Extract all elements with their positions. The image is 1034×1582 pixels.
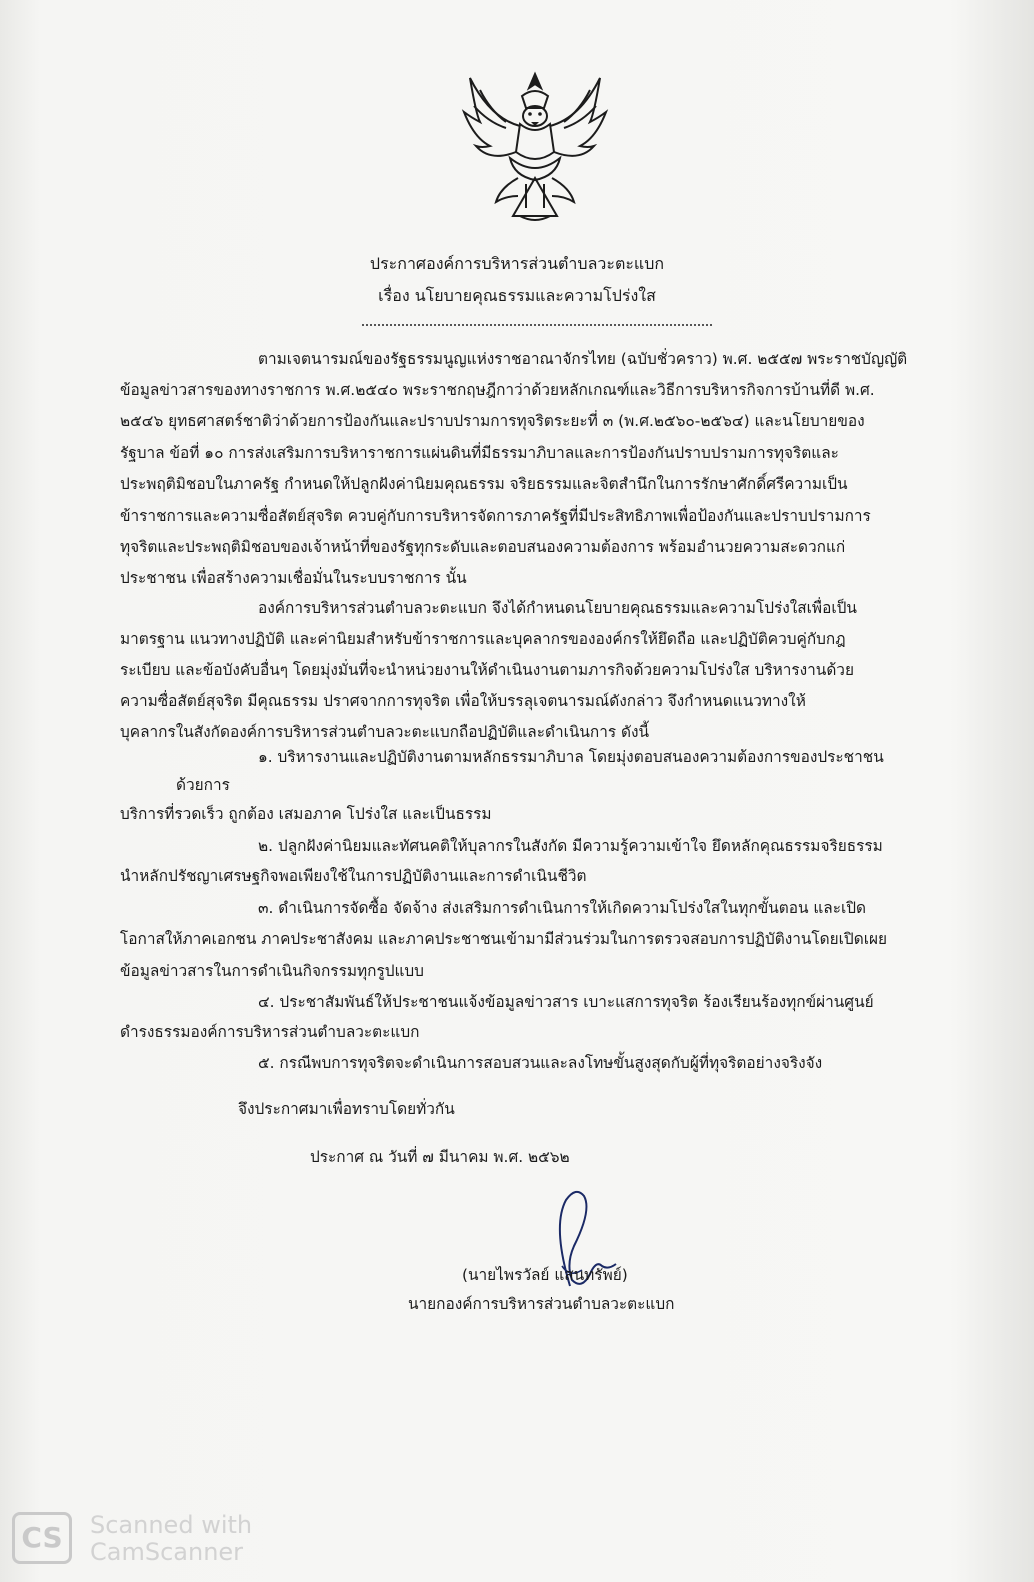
body-line: ตามเจตนารมณ์ของรัฐธรรมนูญแห่งราชอาณาจักรไทย (ฉบับชั่วคราว) พ.ศ. ๒๕๕๗ พระราชบัญญัติ: [258, 350, 908, 368]
body-line: ระเบียบ และข้อบังคับอื่นๆ โดยมุ่งมั่นที่จะนำหน่วยงานให้ดำเนินงานตามภารกิจด้วยความโปร่งใส บริหารงานด้วย: [120, 661, 854, 679]
body-line: รัฐบาล ข้อที่ ๑๐ การส่งเสริมการบริหาราชการแผ่นดินที่มีธรรมาภิบาลและการป้องกันปราบปรามการทุจริตและ: [120, 444, 839, 462]
body-line: ทุจริตและประพฤติมิชอบของเจ้าหน้าที่ของรัฐทุกระดับและตอบสนองความต้องการ พร้อมอำนวยความสะดวกแก่: [120, 538, 846, 556]
document-subject: เรื่อง นโยบายคุณธรรมและความโปร่งใส: [378, 286, 656, 305]
document-title: ประกาศองค์การบริหารส่วนตำบลวะตะแบก: [369, 254, 665, 273]
policy-item-1: ๑. บริหารงานและปฏิบัติงานตามหลักธรรมาภิบาล โดยมุ่งตอบสนองความต้องการของประชาชน: [258, 748, 884, 766]
watermark-line-2: CamScanner: [90, 1538, 244, 1566]
policy-item-5: ๕. กรณีพบการทุจริตจะดำเนินการสอบสวนและลงโทษขั้นสูงสุดกับผู้ที่ทุจริตอย่างจริงจัง: [258, 1054, 823, 1072]
camscanner-watermark: [90, 1512, 252, 1566]
signer-position: นายกองค์การบริหารส่วนตำบลวะตะแบก: [408, 1295, 675, 1313]
body-line: นำหลักปรัชญาเศรษฐกิจพอเพียงใช้ในการปฏิบัติงานและการดำเนินชีวิต: [120, 867, 587, 885]
body-line: ดำรงธรรมองค์การบริหารส่วนตำบลวะตะแบก: [120, 1023, 420, 1041]
body-line: บุคลากรในสังกัดองค์การบริหารส่วนตำบลวะตะแบกถือปฏิบัติและดำเนินการ ดังนี้: [120, 723, 650, 741]
body-line: บริการที่รวดเร็ว ถูกต้อง เสมอภาค โปร่งใส และเป็นธรรม: [120, 805, 492, 823]
dotted-divider: [362, 324, 712, 326]
watermark-line-1: Scanned with: [90, 1511, 253, 1539]
policy-item-3: ๓. ดำเนินการจัดซื้อ จัดจ้าง ส่งเสริมการดำเนินการให้เกิดความโปร่งใสในทุกขั้นตอน และเปิด: [258, 899, 867, 917]
body-line: โอกาสให้ภาคเอกชน ภาคประชาสังคม และภาคประชาชนเข้ามามีส่วนร่วมในการตรวจสอบการปฏิบัติงานโดยเปิดเผย: [120, 930, 887, 948]
body-line: ข้าราชการและความซื่อสัตย์สุจริต ควบคู่กับการบริหารจัดการภาครัฐที่มีประสิทธิภาพเพื่อป้องกันและปราบปรามการ: [120, 507, 871, 525]
announcement-date: ประกาศ ณ วันที่ ๗ มีนาคม พ.ศ. ๒๕๖๒: [310, 1148, 570, 1166]
body-line: มาตรฐาน แนวทางปฏิบัติ และค่านิยมสำหรับข้าราชการและบุคลากรขององค์กรให้ยึดถือ และปฏิบัติควบคู่กับกฎ: [120, 630, 846, 648]
camscanner-logo-icon: CS: [12, 1512, 72, 1564]
body-line: ประพฤติมิชอบในภาครัฐ กำหนดให้ปลูกฝังค่านิยมคุณธรรม จริยธรรมและจิตสำนึกในการรักษาศักดิ์ศรีความเป็น: [120, 475, 848, 493]
closing-statement: จึงประกาศมาเพื่อทราบโดยทั่วกัน: [238, 1100, 455, 1118]
body-line: ประชาชน เพื่อสร้างความเชื่อมั่นในระบบราชการ นั้น: [120, 569, 467, 587]
body-line: ๒๕๔๖ ยุทธศาสตร์ชาติว่าด้วยการป้องกันและปราบปรามการทุจริตระยะที่ ๓ (พ.ศ.๒๕๖๐-๒๕๖๔) และนโยบายของ: [120, 412, 865, 430]
policy-item-2: ๒. ปลูกฝังค่านิยมและทัศนคติให้บุลากรในสังกัด มีความรู้ความเข้าใจ ยึดหลักคุณธรรมจริยธรรม: [258, 837, 883, 855]
body-line: ด้วยการ: [176, 776, 230, 794]
body-line: ความซื่อสัตย์สุจริต มีคุณธรรม ปราศจากการทุจริต เพื่อให้บรรลุเจตนารมณ์ดังกล่าว จึงกำหนดแนวทางให้: [120, 692, 806, 710]
body-line: ข้อมูลข่าวสารในการดำเนินกิจกรรมทุกรูปแบบ: [120, 962, 424, 980]
body-line: องค์การบริหารส่วนตำบลวะตะแบก จึงได้กำหนดนโยบายคุณธรรมและความโปร่งใสเพื่อเป็น: [258, 599, 857, 617]
body-line: ข้อมูลข่าวสารของทางราชการ พ.ศ.๒๕๔๐ พระราชกฤษฎีกาว่าด้วยหลักเกณฑ์และวิธีการบริหารกิจการบ้านที่ดี พ.ศ.: [120, 381, 875, 399]
policy-item-4: ๔. ประชาสัมพันธ์ให้ประชาชนแจ้งข้อมูลข่าวสาร เบาะแสการทุจริต ร้องเรียนร้องทุกข์ผ่านศูนย์: [258, 993, 874, 1011]
garuda-emblem-icon: [460, 66, 610, 226]
signer-name: (นายไพรวัลย์ แสนทรัพย์): [462, 1266, 628, 1284]
